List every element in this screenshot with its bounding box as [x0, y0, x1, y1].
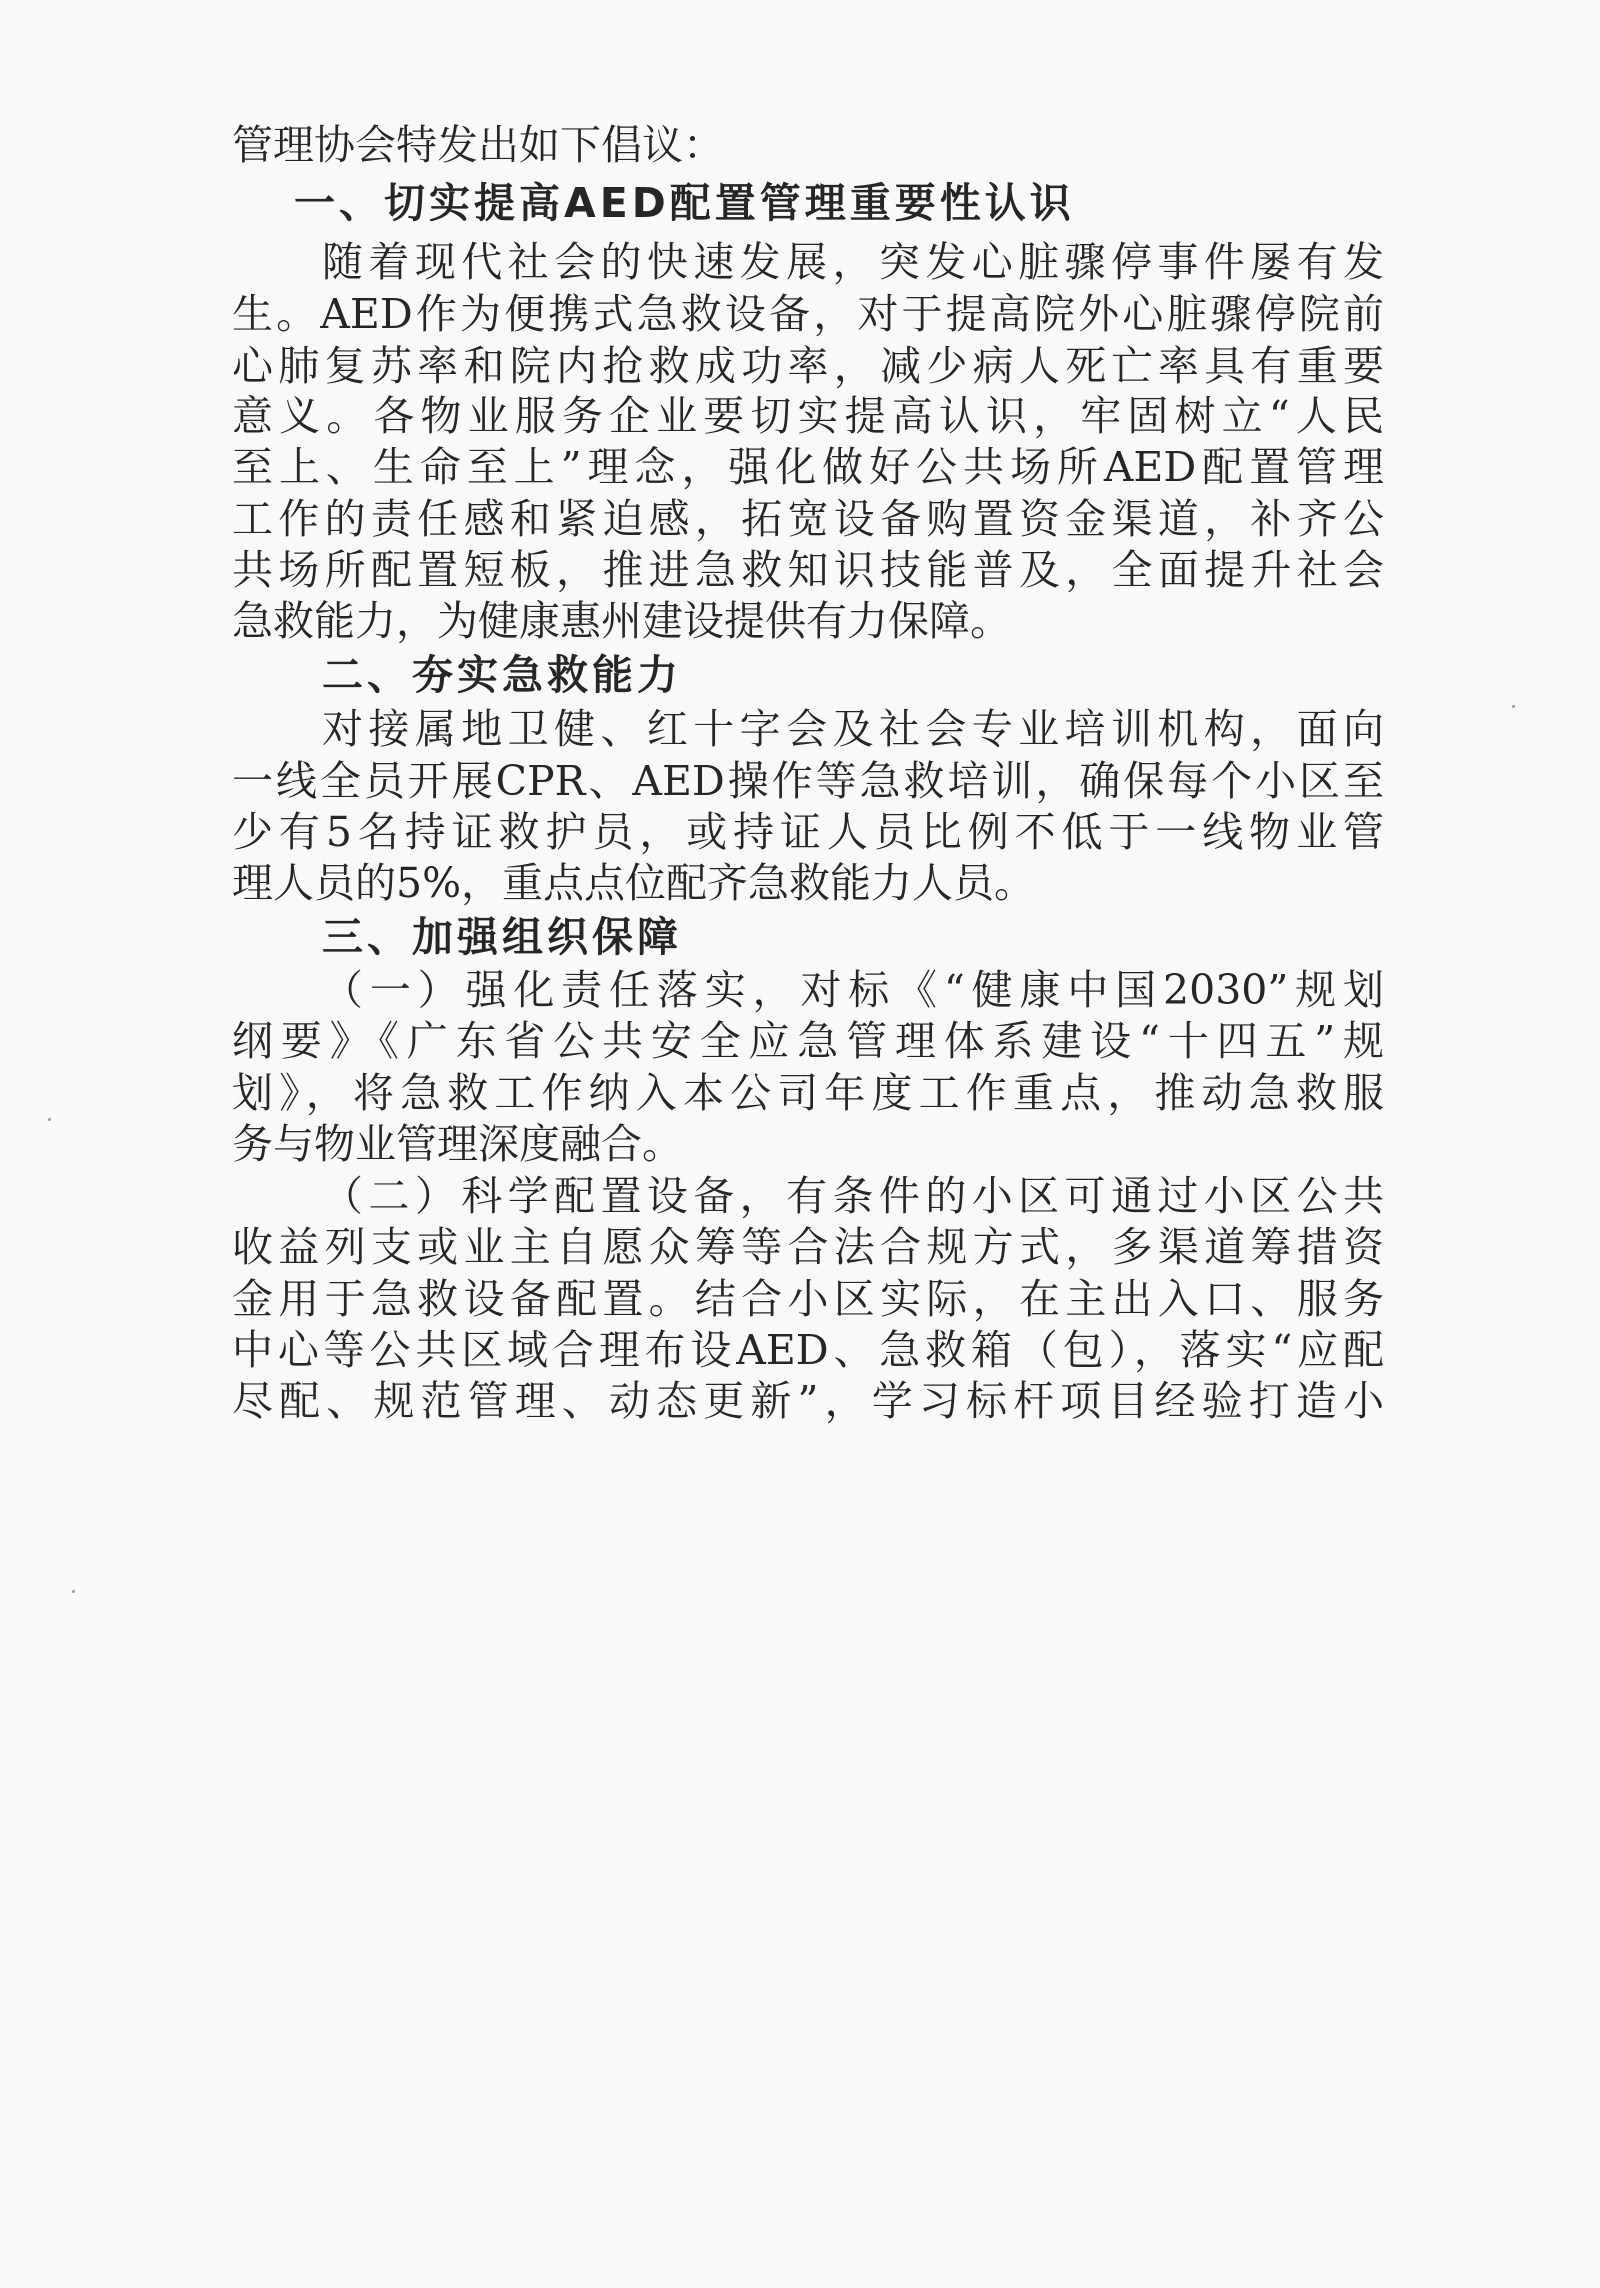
section-heading: 三、加强组织保障 [322, 913, 682, 961]
body-line: 意义。各物业服务企业要切实提高认识，牢固树立“人民 [232, 392, 1384, 440]
body-line: 管理协会特发出如下倡议： [232, 121, 724, 169]
body-line: 一线全员开展CPR、AED操作等急救培训，确保每个小区至 [232, 757, 1384, 805]
body-line: 急救能力，为健康惠州建设提供有力保障。 [232, 597, 1011, 645]
body-line: 划》，将急救工作纳入本公司年度工作重点，推动急救服 [232, 1069, 1384, 1117]
body-line: 共场所配置短板，推进急救知识技能普及，全面提升社会 [232, 546, 1384, 594]
body-line: （二）科学配置设备，有条件的小区可通过小区公共 [322, 1172, 1384, 1220]
section-heading: 一、切实提高AED配置管理重要性认识 [294, 179, 1075, 227]
body-line: 工作的责任感和紧迫感，拓宽设备购置资金渠道，补齐公 [232, 495, 1384, 543]
body-line: （一）强化责任落实，对标《“健康中国2030”规划 [322, 966, 1384, 1014]
section-heading: 二、夯实急救能力 [322, 651, 682, 699]
body-line: 随着现代社会的快速发展，突发心脏骤停事件屡有发 [322, 238, 1384, 286]
body-line: 纲要》《广东省公共安全应急管理体系建设“十四五”规 [232, 1017, 1384, 1065]
body-line: 金用于急救设备配置。结合小区实际，在主出入口、服务 [232, 1275, 1384, 1323]
body-line: 生。AED作为便携式急救设备，对于提高院外心脏骤停院前 [232, 290, 1384, 338]
scan-speck [48, 1118, 51, 1121]
body-line: 少有5名持证救护员，或持证人员比例不低于一线物业管 [232, 808, 1384, 856]
body-line: 至上、生命至上”理念，强化做好公共场所AED配置管理 [232, 443, 1384, 491]
scan-speck [72, 1590, 75, 1593]
body-line: 心肺复苏率和院内抢救成功率，减少病人死亡率具有重要 [232, 342, 1384, 390]
body-line: 对接属地卫健、红十字会及社会专业培训机构，面向 [322, 705, 1384, 753]
body-line: 务与物业管理深度融合。 [232, 1120, 683, 1168]
body-line: 收益列支或业主自愿众筹等合法合规方式，多渠道筹措资 [232, 1223, 1384, 1271]
scan-speck [1512, 705, 1515, 708]
body-line: 理人员的5%，重点点位配齐急救能力人员。 [232, 859, 1036, 907]
body-line: 中心等公共区域合理布设AED、急救箱（包），落实“应配 [232, 1326, 1384, 1374]
body-line: 尽配、规范管理、动态更新”，学习标杆项目经验打造小 [232, 1377, 1384, 1425]
